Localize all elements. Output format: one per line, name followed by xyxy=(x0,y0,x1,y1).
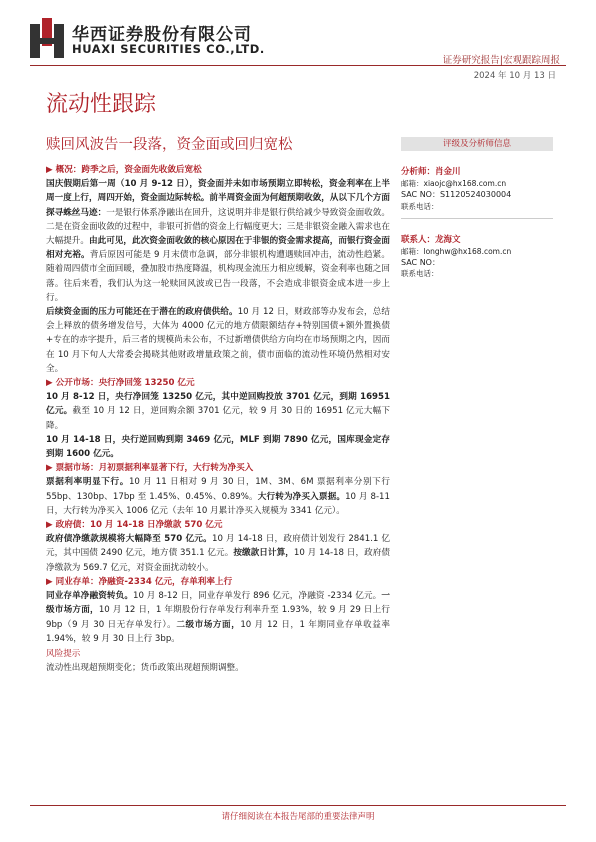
main-body xyxy=(46,163,390,675)
contact-email[interactable]: 邮箱：longhw@hx168.com.cn xyxy=(401,247,512,257)
section-heading-ncd: ▶ 同业存单：净融资-2334 亿元，存单利率上行 xyxy=(46,576,233,587)
sidebar-divider xyxy=(401,218,553,219)
analyst-sac: SAC NO：S1120524030004 xyxy=(401,190,512,200)
section-heading-open-market: ▶ 公开市场：央行净回笼 13250 亿元 xyxy=(46,378,195,389)
paragraph: 国庆假期后第一周（10 月 9-12 日），资金面并未如市场预期立即转松，资金利率在上半周一度上行，周四开始，资金面边际转松。前半周资金面为何超预期收敛，从以下几个方面探寻蛛丝马迹：一是银行体系净融出在回升，这说明并非是银行供给减少导致资金面收敛。二是在资金面收敛的过程中，非银可折借的资金上行幅度更大；三是非银资金融入需求也在大幅提升。由此可见，此次资金面收敛的核心原因在于非银的资金需求提高，而银行资金面相对充裕。背后原因可能是 9 月末债市急调，部分非银机构遭遇赎回冲击，流动性趋紧。随着周四债市全面回暖，叠加股市热度降温，机构现金流压力相应缓解，资金利率也随之回落。往后来看，我们认为这一轮赎回风波或已告一段落，不会造成非银资金成本进一步上行。 xyxy=(46,179,390,303)
contact-phone: 联系电话： xyxy=(401,269,439,279)
paragraph: 票据利率明显下行。10 月 11 日相对 9 月 30 日，1M、3M、6M 票据利率分别下行 55bp、130bp、17bp 至 1.45%、0.45%、0.89%。大行转为净买入票据。10 月 8-11 日，大行转为净买入 1006 亿元（去年 10 月累计净买入规模为 3341 亿元）。 xyxy=(46,477,390,516)
paragraph: 10 月 14-18 日，央行逆回购到期 3469 亿元，MLF 到期 7890 亿元，国库现金定存到期 1600 亿元。 xyxy=(46,434,390,460)
header-divider xyxy=(30,65,566,66)
sidebar-header: 评级及分析师信息 xyxy=(401,137,553,151)
huaxi-logo xyxy=(30,18,64,58)
report-subtitle: 赎回风波告一段落，资金面或回归宽松 xyxy=(46,137,293,153)
footer-divider xyxy=(30,805,566,806)
section-heading-government-bonds: ▶ 政府债：10 月 14-18 日净缴款 570 亿元 xyxy=(46,520,223,531)
report-date: 2024 年 10 月 13 日 xyxy=(473,71,556,81)
paragraph: 10 月 8-12 日，央行净回笼 13250 亿元，其中逆回购投放 3701 亿元，到期 16951 亿元。截至 10 月 12 日，逆回购余额 3701 亿元，较 9 月 30 日的 16951 亿元大幅下降。 xyxy=(46,392,390,431)
analyst-phone: 联系电话： xyxy=(401,201,439,211)
risk-text: 流动性出现超预期变化；货币政策出现超预期调整。 xyxy=(46,663,244,674)
paragraph: 后续资金面的压力可能还在于潜在的政府债供给。10 月 12 日，财政部等办发布会，总结会上释放的债务增发信号，大体为 4000 亿元的地方债限额结存+特别国债+额外置换债+专在的赤字提升，后三者的规模尚未公布，不过新增债供给方向均在市场预期之内，因而在 10 月下旬人大常委会揭晓其他财政增量政策之前，债市面临的流动性环境仍然相对安全。 xyxy=(46,307,390,374)
analyst-name: 分析师：肖金川 xyxy=(401,167,461,177)
contact-sac: SAC NO： xyxy=(401,258,440,268)
analyst-sidebar xyxy=(401,137,553,280)
company-name-cn: 华西证券股份有限公司 xyxy=(72,25,252,45)
legal-notice[interactable]: 请仔细阅读在本报告尾部的重要法律声明 xyxy=(221,812,375,822)
paragraph: 政府债净缴款规模将大幅降至 570 亿元。10 月 14-18 日，政府债计划发行 2841.1 亿元，其中国债 2490 亿元，地方债 351.1 亿元。按缴款日计算，10 月 14-18 日，政府债净缴款为 569.7 亿元，对资金面扰动较小。 xyxy=(46,534,390,573)
paragraph: 同业存单净融资转负。10 月 8-12 日，同业存单发行 896 亿元，净融资 -2334 亿元。一级市场方面，10 月 12 日，1 年期股份行存单发行利率升至 1.93%，较 9 月 29 日上行 9bp（9 月 30 日无存单发行）。二级市场方面，10 月 12 日，1 年期同业存单收益率 1.94%，较 9 月 30 日上行 3bp。 xyxy=(46,591,390,644)
company-name-en: HUAXI SECURITIES CO.,LTD. xyxy=(72,42,265,56)
contact-name: 联系人：龙海文 xyxy=(401,234,461,245)
report-type: 证券研究报告|宏观跟踪周报 xyxy=(442,55,560,66)
report-title: 流动性跟踪 xyxy=(46,92,157,117)
section-heading-overview: ▶ 概况：跨季之后，资金面先收敛后宽松 xyxy=(46,165,202,175)
risk-heading: 风险提示 xyxy=(46,648,81,659)
analyst-email[interactable]: 邮箱：xiaojc@hx168.com.cn xyxy=(401,179,507,189)
section-heading-bill-market: ▶ 票据市场：月初票据利率显著下行，大行转为净买入 xyxy=(46,463,254,474)
